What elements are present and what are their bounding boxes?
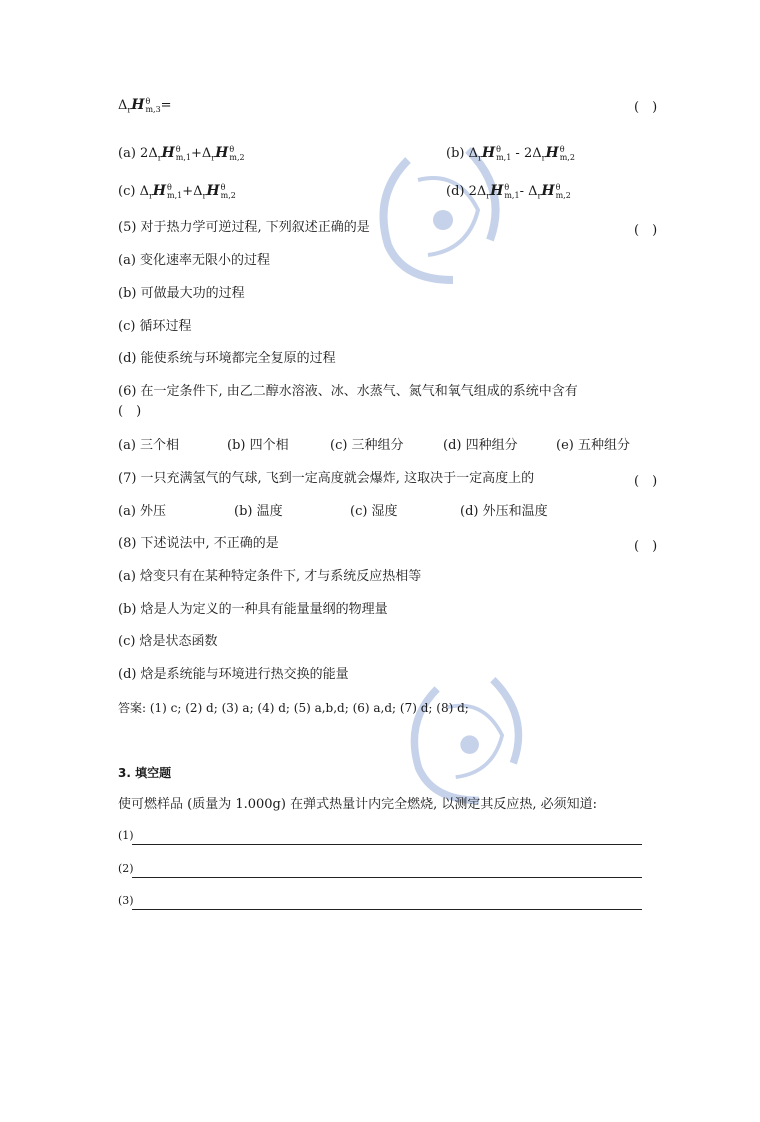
answer-blank-1[interactable] xyxy=(132,844,642,845)
q6-stem: (6) 在一定条件下, 由乙二醇水溶液、冰、水蒸气、氮气和氧气组成的系统中含有 xyxy=(118,384,578,399)
q4-option-c: (c) $\Delta_rH$ θ m,1 $+\Delta_rH$ θ m,2 xyxy=(118,182,236,201)
q4-option-b: (b) $\Delta_rH$ θ m,1 - $2\Delta_rH$ θ m,2 xyxy=(446,144,575,163)
q8-answer-paren: ( ) xyxy=(634,539,658,554)
section-3-stem: 使可燃样品 (质量为 1.000g) 在弹式热量计内完全燃烧, 以测定其反应热, 必须知道: xyxy=(118,797,597,812)
q6-option-a: (a) 三个相 xyxy=(118,438,180,453)
q7-option-b: (b) 温度 xyxy=(234,504,283,519)
q7-answer-paren: ( ) xyxy=(634,474,658,489)
q5-option-b: (b) 可做最大功的过程 xyxy=(118,286,245,301)
q5-option-a: (a) 变化速率无限小的过程 xyxy=(118,253,271,268)
q4-option-a: (a) $2\Delta_rH$ θ m,1 $+\Delta_rH$ θ m,2 xyxy=(118,144,245,163)
q5-option-d: (d) 能使系统与环境都完全复原的过程 xyxy=(118,351,336,366)
q8-option-d: (d) 焓是系统能与环境进行热交换的能量 xyxy=(118,667,349,682)
answer-key: 答案: (1) c; (2) d; (3) a; (4) d; (5) a,b,d; (6) a,d; (7) d; (8) d; xyxy=(118,701,469,715)
q6-option-d: (d) 四种组分 xyxy=(443,438,518,453)
q5-option-c: (c) 循环过程 xyxy=(118,319,192,334)
q8-option-b: (b) 焓是人为定义的一种具有能量量纲的物理量 xyxy=(118,602,388,617)
q4-stem: $\Delta_rH$ θ m,3 = xyxy=(118,96,172,115)
q5-answer-paren: ( ) xyxy=(634,223,658,238)
q6-answer-paren: ( ) xyxy=(118,404,142,419)
q4-option-d: (d) $2\Delta_rH$ θ m,1 - $\Delta_rH$ θ m,2 xyxy=(446,182,571,201)
q8-option-a: (a) 焓变只有在某种特定条件下, 才与系统反应热相等 xyxy=(118,569,422,584)
q7-stem: (7) 一只充满氢气的气球, 飞到一定高度就会爆炸, 这取决于一定高度上的 xyxy=(118,471,535,486)
q6-option-e: (e) 五种组分 xyxy=(556,438,630,453)
q8-stem: (8) 下述说法中, 不正确的是 xyxy=(118,536,279,551)
section-3-title: 3. 填空题 xyxy=(118,766,172,780)
watermark-logo-2 xyxy=(400,665,530,815)
q8-option-c: (c) 焓是状态函数 xyxy=(118,634,218,649)
q6-option-c: (c) 三种组分 xyxy=(330,438,404,453)
q7-option-d: (d) 外压和温度 xyxy=(460,504,548,519)
q5-stem: (5) 对于热力学可逆过程, 下列叙述正确的是 xyxy=(118,220,370,235)
blank-label-1: (1) xyxy=(118,829,134,842)
q7-option-c: (c) 湿度 xyxy=(350,504,398,519)
answer-blank-2[interactable] xyxy=(132,877,642,878)
q7-option-a: (a) 外压 xyxy=(118,504,167,519)
blank-label-3: (3) xyxy=(118,894,134,907)
answer-blank-3[interactable] xyxy=(132,909,642,910)
q6-option-b: (b) 四个相 xyxy=(227,438,289,453)
blank-label-2: (2) xyxy=(118,862,134,875)
q4-answer-paren: ( ) xyxy=(634,100,658,115)
